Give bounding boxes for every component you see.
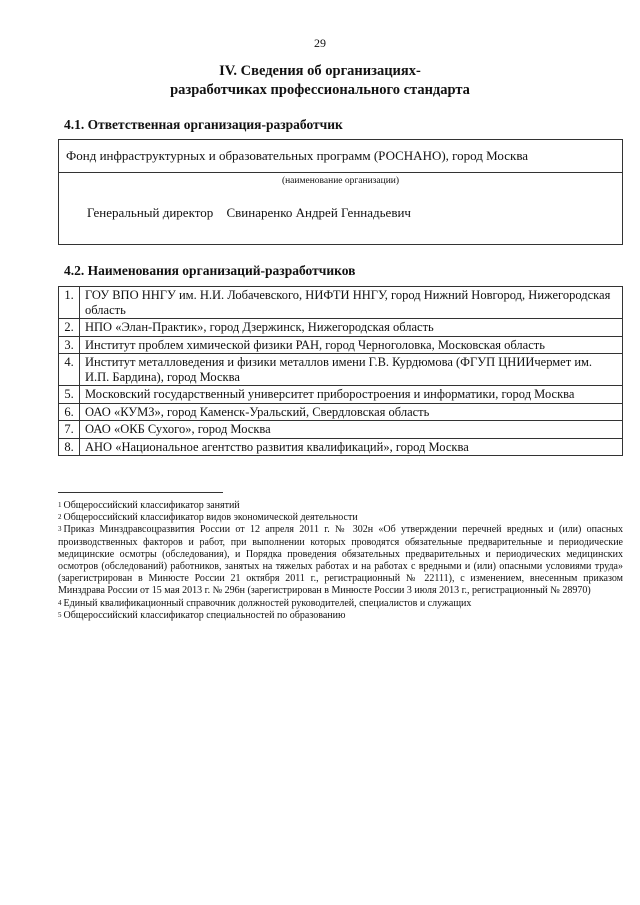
- row-organization: ОАО «КУМЗ», город Каменск-Уральский, Свердловская область: [80, 403, 623, 421]
- footnotes: [58, 500, 623, 622]
- footnote-text: Общероссийский классификатор занятий: [63, 500, 240, 511]
- table-row: [59, 438, 623, 456]
- section-title: [40, 62, 600, 100]
- section-title-line-2: разработчиках профессионального стандарта: [170, 82, 470, 98]
- director-title: Генеральный директор: [87, 205, 214, 220]
- row-organization: ОАО «ОКБ Сухого», город Москва: [80, 421, 623, 439]
- footnote-text: Общероссийский классификатор специальностей по образованию: [63, 609, 346, 621]
- table-row: [59, 421, 623, 439]
- footnote-mark: 4: [58, 598, 62, 607]
- footnote-mark: 2: [58, 513, 62, 522]
- director-line: [87, 205, 421, 221]
- row-organization: ГОУ ВПО ННГУ им. Н.И. Лобачевского, НИФТИ ННГУ, город Нижний Новгород, Нижегородская область: [80, 287, 623, 319]
- footnote: [58, 512, 623, 524]
- footnote: [58, 500, 623, 512]
- footnote-mark: 5: [58, 610, 62, 619]
- table-row: [59, 319, 623, 337]
- row-number: 4.: [59, 354, 80, 386]
- responsible-organization-name: Фонд инфраструктурных и образовательных программ (РОСНАНО), город Москва: [66, 148, 529, 163]
- row-number: 5.: [59, 386, 80, 404]
- row-number: 6.: [59, 403, 80, 421]
- row-number: 8.: [59, 438, 80, 456]
- section-title-line-1: IV. Сведения об организациях-: [219, 63, 421, 79]
- developer-organizations-table: [58, 286, 623, 456]
- footnote-text: Общероссийский классификатор видов экономической деятельности: [63, 512, 358, 524]
- table-row: [59, 287, 623, 319]
- subsection-4-2-heading: 4.2. Наименования организаций-разработчиков: [64, 263, 356, 278]
- footnote-text: Единый квалификационный справочник должностей руководителей, специалистов и служащих: [63, 597, 472, 609]
- row-organization: АНО «Национальное агентство развития квалификаций», город Москва: [80, 438, 623, 456]
- subsection-4-1-heading: 4.1. Ответственная организация-разработчик: [64, 117, 343, 132]
- row-organization: Московский государственный университет приборостроения и информатики, город Москва: [80, 386, 623, 404]
- row-organization: Институт металловедения и физики металлов имени Г.В. Курдюмова (ФГУП ЦНИИчермет им. И.П. Бардина), город Москва: [80, 354, 623, 386]
- footnote-mark: 3: [58, 525, 62, 534]
- organization-caption: (наименование организации): [281, 176, 400, 186]
- responsible-organization-box: [58, 139, 623, 245]
- row-number: 3.: [59, 336, 80, 354]
- footnote: [58, 610, 623, 622]
- row-number: 7.: [59, 421, 80, 439]
- box-divider: [59, 172, 622, 173]
- row-number: 2.: [59, 319, 80, 337]
- page-number: 29: [314, 36, 326, 50]
- table-row: [59, 336, 623, 354]
- table-row: [59, 386, 623, 404]
- row-organization: Институт проблем химической физики РАН, город Черноголовка, Московская область: [80, 336, 623, 354]
- footnote: [58, 598, 623, 610]
- table-row: [59, 403, 623, 421]
- row-organization: НПО «Элан-Практик», город Дзержинск, Нижегородская область: [80, 319, 623, 337]
- table-row: [59, 354, 623, 386]
- footnote: [58, 524, 623, 597]
- footnote-mark: 1: [58, 501, 62, 509]
- row-number: 1.: [59, 287, 80, 319]
- footnote-text: Приказ Минздравсоцразвития России от 12 апреля 2011 г. № 302н «Об утверждении перечней вредных и (или) опасных производственных факторов и работ, при выполнении которых проводятся обязательные предварительные и периодические медицинские осмотры (обследования), и Порядка проведения обязательных предварительных и периодических медицинских осмотров (обследований) работников, занятых на тяжелых работах и на работах с вредными и (или) опасными условиями труда» (зарегистрирован в Минюсте России 21 октября 2011 г., регистрационный № 22111), с изменением, внесенным приказом Минздрава России от 15 мая 2013 г. № 296н (зарегистрирован в Минюсте России 3 июля 2013 г., регистрационный № 28970): [58, 524, 623, 597]
- director-name: Свинаренко Андрей Геннадьевич: [226, 205, 411, 220]
- footnote-separator: [58, 492, 223, 493]
